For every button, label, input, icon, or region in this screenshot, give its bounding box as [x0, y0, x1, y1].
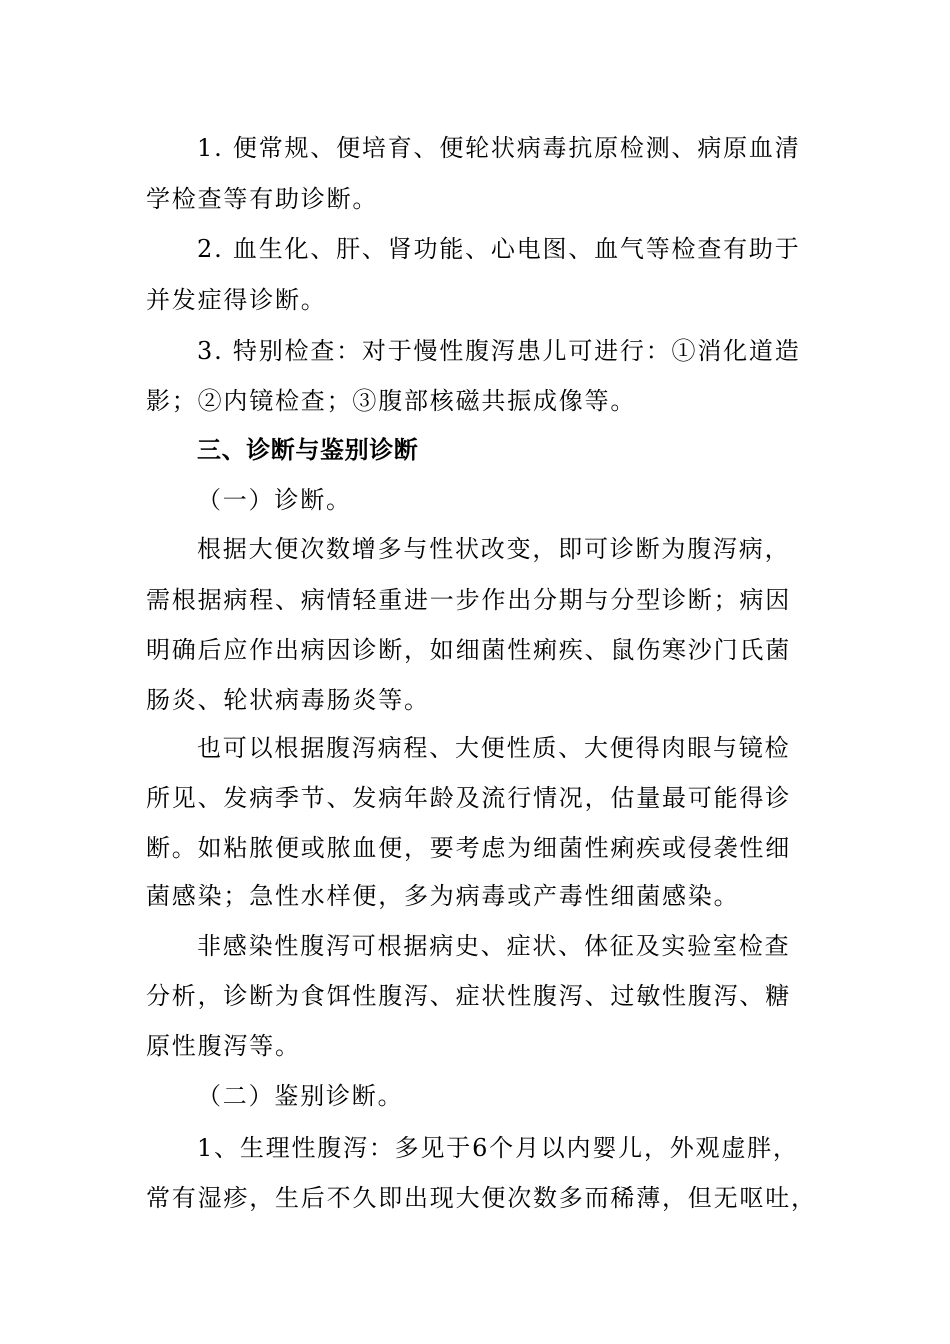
diagnosis-paragraph-3-line-3: 原性腹泻等。: [146, 1032, 301, 1060]
differential-item-1-line-2: 常有湿疹，生后不久即出现大便次数多而稀薄，但无呕吐，: [146, 1184, 817, 1212]
section-heading: 三、诊断与鉴别诊断: [197, 435, 419, 464]
exam-item-3-line-1: 3. 特别检查：对于慢性腹泻患儿可进行：①消化道造: [197, 337, 801, 365]
diagnosis-paragraph-1-line-1: 根据大便次数增多与性状改变，即可诊断为腹泻病，: [197, 535, 791, 563]
exam-item-1-line-2: 学检查等有助诊断。: [146, 185, 379, 213]
exam-item-2-line-1: 2. 血生化、肝、肾功能、心电图、血气等检查有助于: [197, 235, 801, 263]
diagnosis-paragraph-2-line-2: 所见、发病季节、发病年龄及流行情况，估量最可能得诊: [146, 784, 791, 812]
diagnosis-paragraph-1-line-4: 肠炎、轮状病毒肠炎等。: [146, 686, 430, 714]
differential-item-1-line-1: 1、生理性腹泻：多见于6个月以内婴儿，外观虚胖，: [197, 1134, 799, 1162]
exam-item-3-line-2: 影；②内镜检查；③腹部核磁共振成像等。: [146, 387, 637, 415]
diagnosis-paragraph-2-line-1: 也可以根据腹泻病程、大便性质、大便得肉眼与镜检: [197, 734, 791, 762]
exam-item-2-line-2: 并发症得诊断。: [146, 286, 327, 314]
diagnosis-paragraph-1-line-3: 明确后应作出病因诊断，如细菌性痢疾、鼠伤寒沙门氏菌: [146, 636, 791, 664]
diagnosis-paragraph-1-line-2: 需根据病程、病情轻重进一步作出分期与分型诊断；病因: [146, 586, 791, 614]
exam-item-1-line-1: 1. 便常规、便培育、便轮状病毒抗原检测、病原血清: [197, 134, 801, 162]
diagnosis-paragraph-2-line-3: 断。如粘脓便或脓血便，要考虑为细菌性痢疾或侵袭性细: [146, 834, 791, 862]
diagnosis-paragraph-3-line-2: 分析，诊断为食饵性腹泻、症状性腹泻、过敏性腹泻、糖: [146, 982, 791, 1010]
diagnosis-paragraph-3-line-1: 非感染性腹泻可根据病史、症状、体征及实验室检查: [197, 932, 791, 960]
subsection-heading-diagnosis: （一）诊断。: [197, 486, 352, 514]
diagnosis-paragraph-2-line-4: 菌感染；急性水样便，多为病毒或产毒性细菌感染。: [146, 882, 740, 910]
subsection-heading-differential: （二）鉴别诊断。: [197, 1082, 404, 1110]
